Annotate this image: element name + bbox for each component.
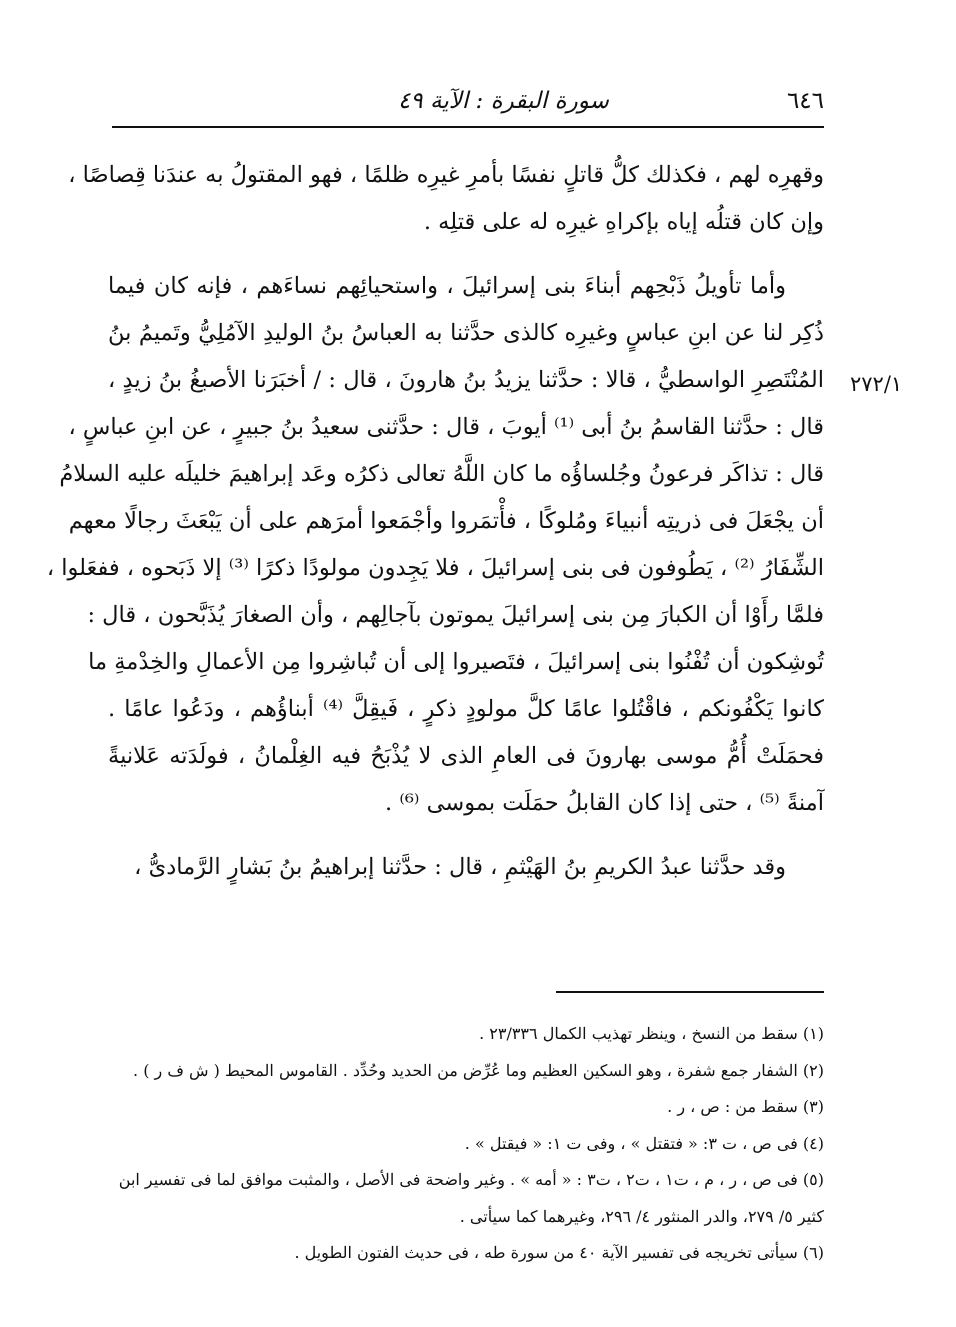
text-line: وقد حدَّثنا عبدُ الكريمِ بنُ الهَيْثمِ ، قال : حدَّثنا إبراهيمُ بنُ بَشارٍ الرَّمادىُّ ،: [134, 854, 786, 880]
text-line: فلمَّا رأَوْا أن الكبارَ مِن بنى إسرائيلَ يموتون بآجالِهم ، وأن الصغارَ يُذَبَّحون ، قال :: [87, 602, 824, 628]
paragraph-3: [108, 844, 824, 891]
footnotes: [108, 1016, 824, 1272]
footnote-2: (٢) الشفار جمع شفرة ، وهو السكين العظيم وما عُرِّض من الحديد وحُدِّد . القاموس المحيط ( ش ف ر ) .: [133, 1060, 824, 1080]
text-line: قال : حدَّثنا القاسمُ بنُ أبى ⁽¹⁾ أيوبَ ، قال : حدَّثنى سعيدُ بنُ جبيرٍ ، عن ابنِ عباسٍ ،: [68, 414, 824, 440]
text-line: آمنةً ⁽⁵⁾ ، حتى إذا كان القابلُ حمَلَت بموسى ⁽⁶⁾ .: [385, 790, 824, 816]
main-text: [46, 152, 825, 891]
footnote-6: (٦) سيأتى تخريجه فى تفسير الآية ٤٠ من سورة طه ، فى حديث الفتون الطويل .: [294, 1243, 824, 1262]
text-line: قال : تذاكَر فرعونُ وجُلساؤُه ما كان اللَّهُ تعالى ذكرُه وعَد إبراهيمَ خليلَه عليه السلامُ: [59, 461, 824, 487]
text-line: ذُكِر لنا عن ابنِ عباسٍ وغيرِه كالذى حدَّثنا به العباسُ بنُ الوليدِ الآمُلِيُّ وتَميمُ بنُ: [108, 320, 824, 346]
footnote-4: (٤) فى ص ، ت ٣: « فتقتل » ، وفى ت ١: « فيقتل » .: [464, 1133, 824, 1153]
footnote-5-continued: كثير ٥/ ٢٧٩، والدر المنثور ٤/ ٢٩٦، وغيرهما كما سيأتى .: [459, 1206, 824, 1226]
page-number: ٦٤٦: [786, 88, 824, 114]
header-rule: [112, 126, 824, 128]
footnote-5: (٥) فى ص ، ر ، م ، ت١ ، ت٢ ، ت٣ : « أمه » . وغير واضحة فى الأصل ، والمثبت موافق لما فى تفسير ابن: [118, 1170, 824, 1189]
text-line: وقهرِه لهم ، فكذلك كلُّ قاتلٍ نفسًا بأمرِ غيرِه ظلمًا ، فهو المقتولُ به عندَنا قِصاصًا ،: [68, 162, 824, 188]
text-line: المُنْتَصِرِ الواسطيُّ ، قالا : حدَّثنا يزيدُ بنُ هارونَ ، قال : / أخبَرَنا الأصبغُ بنُ زيدٍ ،: [108, 367, 824, 393]
text-line: تُوشِكون أن تُفْنُوا بنى إسرائيلَ ، فتَصيروا إلى أن تُباشِروا مِن الأعمالِ والخِدْمةِ ما: [88, 649, 824, 675]
footnote-3: (٣) سقط من : ص ، ر .: [667, 1097, 824, 1116]
text-line: الشِّفَارُ ⁽²⁾ ، يَطُوفون فى بنى إسرائيلَ ، فلا يَجِدون مولودًا ذكرًا ⁽³⁾ إلا ذَبَحوه ، ففعَلوا ،: [46, 555, 824, 581]
text-line: أن يجْعَلَ فى ذريتِه أنبياءَ ومُلوكًا ، فأْتمَروا وأجْمَعوا أمرَهم على أن يَبْعَثَ رجالًا معهم: [68, 508, 824, 534]
text-line: وأما تأويلُ ذَبْحِهم أبناءَ بنى إسرائيلَ ، واستحيائِهم نساءَهم ، فإنه كان فيما: [108, 273, 786, 299]
running-title: سورة البقرة : الآية ٤٩: [397, 88, 609, 114]
footnote-1: (١) سقط من النسخ ، وينظر تهذيب الكمال ٢٣/٣٣٦ .: [479, 1024, 824, 1043]
paragraph-2: [46, 263, 825, 827]
text-line: كانوا يَكْفُونكم ، فاقْتُلوا عامًا كلَّ مولودٍ ذكرٍ ، فَيقِلَّ ⁽⁴⁾ أبناؤُهم ، ودَعُوا عامًا .: [108, 696, 825, 722]
text-line: وإن كان قتلُه إياه بإكراهِ غيرِه له على قتلِه .: [423, 209, 824, 235]
paragraph-1: [68, 152, 824, 246]
page-header: [112, 78, 824, 124]
text-line: فحمَلَتْ أُمُّ موسى بهارونَ فى العامِ الذى لا يُذْبَحُ فيه الغِلْمانُ ، فولَدَته عَلانيةً: [108, 743, 824, 769]
volume-page-marker: ٢٧٢/١: [850, 372, 903, 396]
footnote-rule: [556, 991, 824, 993]
